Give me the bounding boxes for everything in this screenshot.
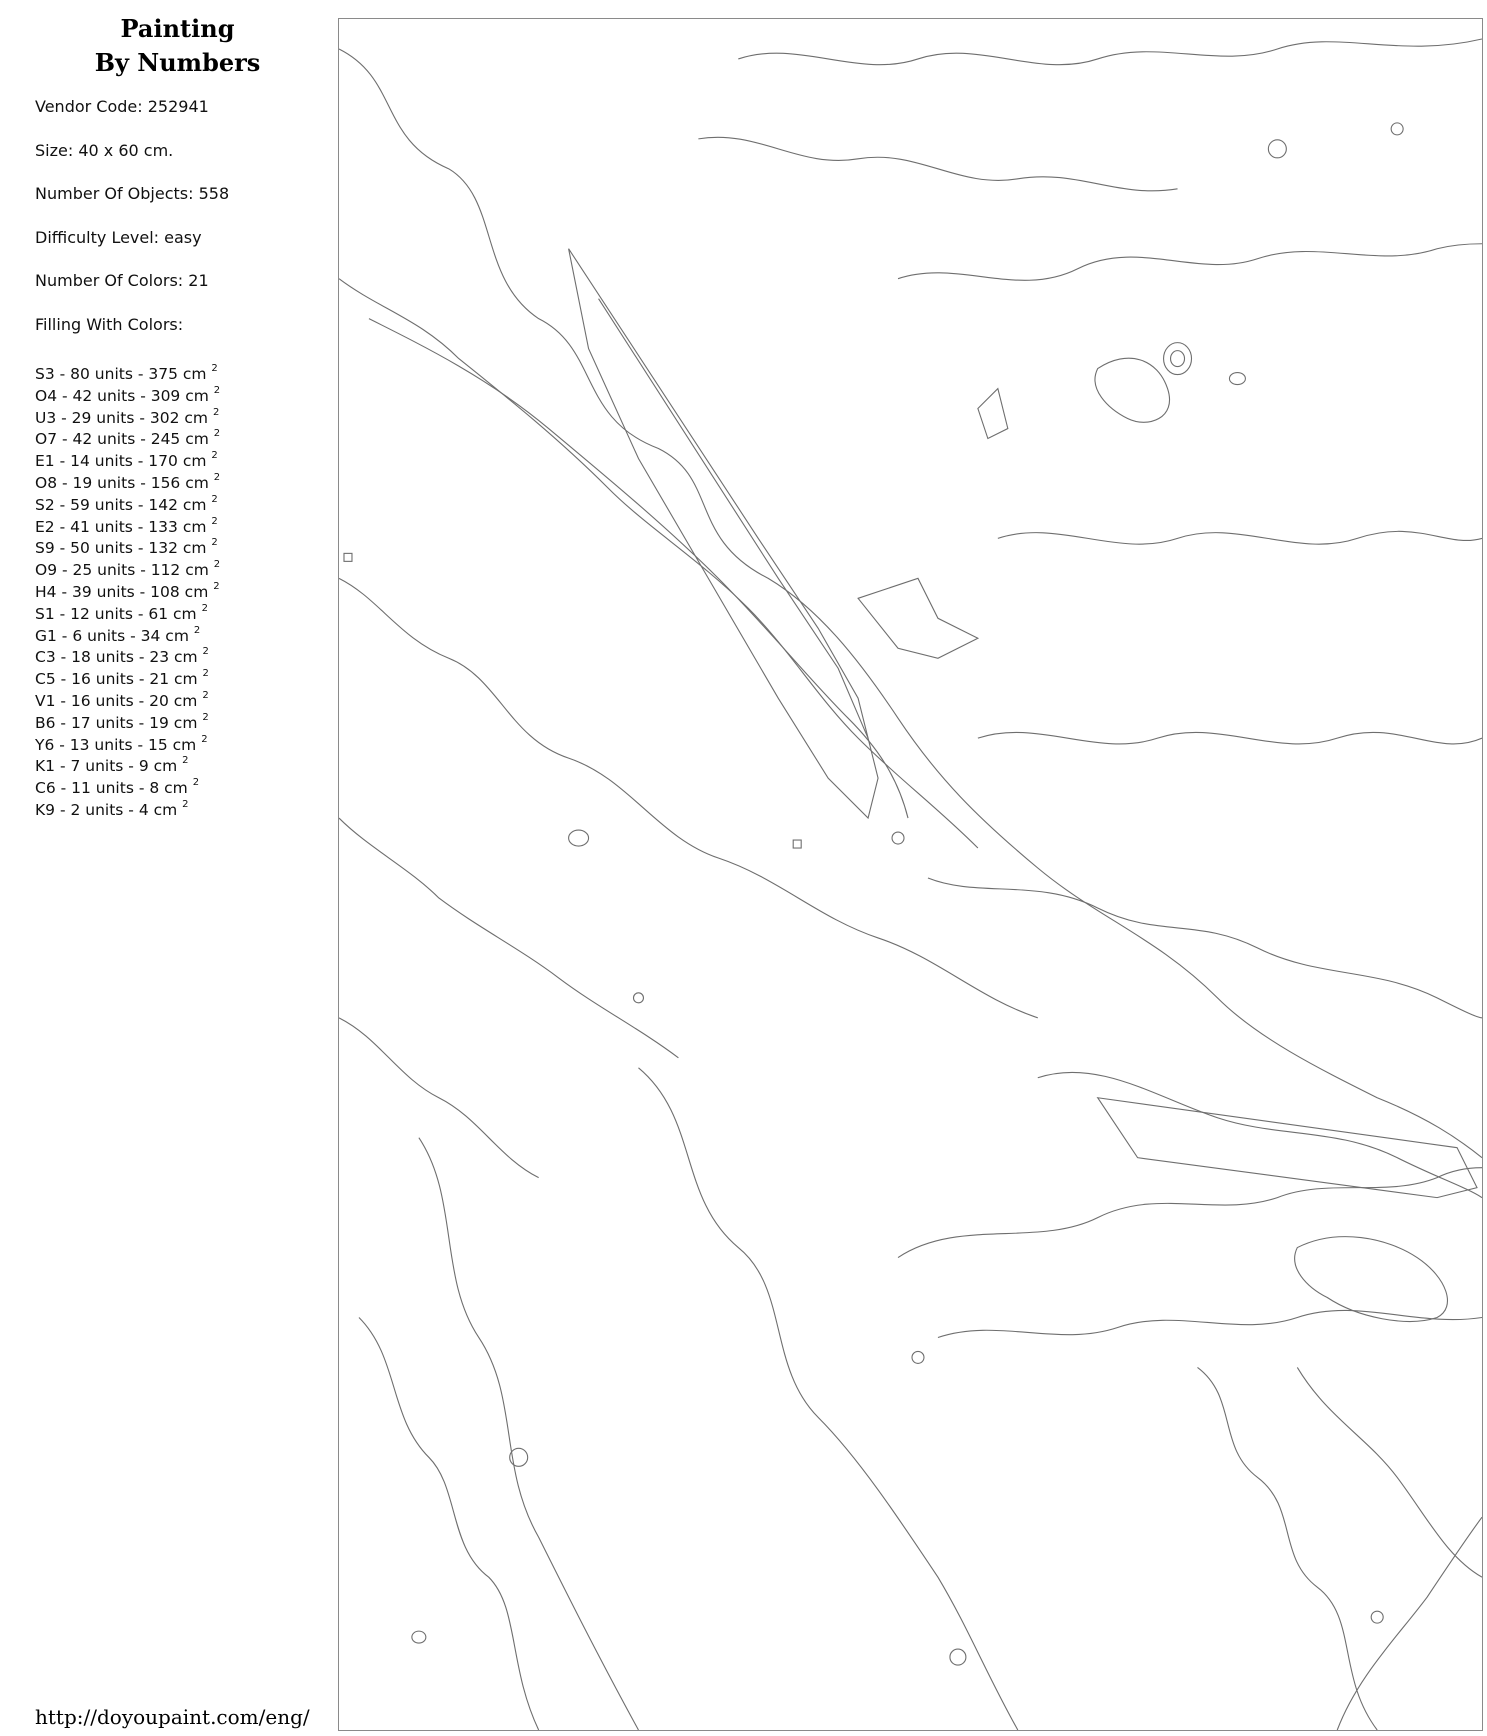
- contour-blob: [1391, 123, 1403, 135]
- color-item: [35, 492, 220, 514]
- outline-drawing: [339, 19, 1482, 1730]
- contour-blob: [412, 1631, 426, 1643]
- color-item-unit-superscript: 2: [202, 711, 209, 723]
- color-item-text: C6 - 11 units - 8 cm: [35, 779, 188, 798]
- color-item-text: O9 - 25 units - 112 cm: [35, 561, 209, 580]
- contour-blob: [1164, 343, 1192, 375]
- difficulty-level: Difficulty Level: easy: [35, 227, 202, 247]
- contour-line: [599, 299, 869, 738]
- color-item-text: S9 - 50 units - 132 cm: [35, 539, 207, 558]
- color-item: [35, 666, 220, 688]
- color-item-unit-superscript: 2: [211, 450, 218, 462]
- color-item: [35, 644, 220, 666]
- contour-blob: [950, 1649, 966, 1665]
- color-item-text: E2 - 41 units - 133 cm: [35, 517, 207, 536]
- color-item: [35, 579, 220, 601]
- contour-line: [1095, 358, 1170, 422]
- color-item: [35, 383, 220, 405]
- color-item-unit-superscript: 2: [192, 777, 200, 789]
- color-item-text: C5 - 16 units - 21 cm: [35, 670, 198, 689]
- contour-line: [698, 137, 1177, 191]
- color-item: [35, 470, 220, 492]
- contour-line: [858, 578, 978, 658]
- color-item: [35, 405, 220, 427]
- color-item-unit-superscript: 2: [202, 646, 209, 658]
- color-item: [35, 448, 220, 470]
- contour-line: [1337, 1517, 1482, 1730]
- color-item: [35, 361, 220, 383]
- contour-line: [339, 578, 1038, 1017]
- contour-blob: [1268, 140, 1286, 158]
- color-item: [35, 688, 220, 710]
- color-item-text: K9 - 2 units - 4 cm: [35, 801, 178, 820]
- color-item: [35, 557, 220, 579]
- color-item-text: U3 - 29 units - 302 cm: [35, 408, 208, 427]
- color-item-text: B6 - 17 units - 19 cm: [35, 713, 198, 732]
- color-item-unit-superscript: 2: [201, 602, 208, 614]
- color-item-text: S1 - 12 units - 61 cm: [35, 604, 197, 623]
- contour-line: [1297, 1367, 1482, 1577]
- vendor-code: Vendor Code: 252941: [35, 97, 209, 116]
- contour-line: [419, 1138, 639, 1730]
- contour-line: [638, 1068, 1017, 1730]
- color-item-unit-superscript: 2: [193, 624, 201, 636]
- color-item-text: C3 - 18 units - 23 cm: [35, 648, 198, 667]
- color-item-text: Y6 - 13 units - 15 cm: [35, 735, 197, 754]
- color-item-unit-superscript: 2: [211, 493, 218, 505]
- contour-blob: [912, 1351, 924, 1363]
- contour-line: [978, 389, 1008, 439]
- contour-line: [339, 49, 1482, 1158]
- color-item-unit-superscript: 2: [213, 559, 221, 571]
- page-title-line-2: By Numbers: [94, 48, 261, 77]
- color-item: [35, 753, 220, 775]
- color-item: [35, 514, 220, 536]
- website-link[interactable]: http://doyoupaint.com/eng/: [35, 1705, 310, 1729]
- color-item-text: O7 - 42 units - 245 cm: [35, 430, 209, 449]
- color-item: [35, 535, 220, 557]
- contour-blob: [633, 993, 643, 1003]
- contour-line: [339, 1018, 539, 1178]
- filling-with-colors-label: Filling With Colors:: [35, 314, 184, 334]
- sidebar: [0, 0, 320, 1736]
- contour-line: [898, 1168, 1482, 1258]
- color-item-text: S3 - 80 units - 375 cm: [35, 365, 207, 384]
- color-list: [35, 361, 220, 819]
- color-item-text: K1 - 7 units - 9 cm: [35, 757, 178, 776]
- page-title-line-1: Painting: [120, 14, 235, 43]
- coloring-canvas: [338, 18, 1483, 1731]
- color-item: [35, 426, 220, 448]
- color-item-unit-superscript: 2: [212, 406, 220, 418]
- contour-line: [369, 319, 908, 818]
- contour-blob: [1371, 1611, 1383, 1623]
- color-item-unit-superscript: 2: [182, 755, 189, 767]
- color-item-unit-superscript: 2: [211, 363, 218, 374]
- number-of-colors: Number Of Colors: 21: [35, 271, 209, 290]
- color-item-text: V1 - 16 units - 20 cm: [35, 692, 198, 711]
- color-item: [35, 797, 220, 819]
- contour-blob: [1229, 373, 1245, 385]
- color-item-text: H4 - 39 units - 108 cm: [35, 583, 209, 602]
- color-item-unit-superscript: 2: [202, 689, 209, 701]
- contour-line: [359, 1317, 539, 1730]
- color-item: [35, 601, 220, 623]
- contour-blob: [892, 832, 904, 844]
- contour-line: [898, 244, 1482, 281]
- color-item-unit-superscript: 2: [211, 515, 218, 527]
- color-item-unit-superscript: 2: [211, 537, 218, 549]
- color-item-text: E1 - 14 units - 170 cm: [35, 452, 207, 471]
- contour-square: [344, 553, 352, 561]
- contour-line: [1038, 1072, 1482, 1197]
- contour-line: [1295, 1237, 1448, 1322]
- color-item: [35, 623, 220, 645]
- color-item: [35, 710, 220, 732]
- color-item: [35, 775, 220, 797]
- color-item-unit-superscript: 2: [213, 428, 221, 440]
- color-item-text: O4 - 42 units - 309 cm: [35, 386, 209, 405]
- info-block: [35, 98, 229, 359]
- color-item-unit-superscript: 2: [201, 733, 208, 745]
- contour-blob: [1171, 351, 1185, 367]
- contour-line: [978, 732, 1482, 744]
- contour-line: [339, 818, 678, 1058]
- contour-line: [569, 249, 878, 818]
- contour-line: [998, 531, 1482, 544]
- number-of-objects: Number Of Objects: 558: [35, 184, 230, 203]
- color-item-unit-superscript: 2: [182, 798, 189, 810]
- contour-line: [339, 279, 978, 848]
- contour-square: [793, 840, 801, 848]
- contour-line: [938, 1310, 1482, 1337]
- color-item-unit-superscript: 2: [213, 580, 220, 592]
- color-item-unit-superscript: 2: [213, 471, 221, 483]
- color-item-unit-superscript: 2: [202, 668, 209, 680]
- contour-blob: [569, 830, 589, 846]
- color-item-text: O8 - 19 units - 156 cm: [35, 474, 209, 493]
- contour-line: [928, 878, 1482, 1018]
- color-item: [35, 732, 220, 754]
- size: Size: 40 x 60 cm.: [35, 140, 174, 160]
- color-item-unit-superscript: 2: [213, 384, 221, 396]
- contour-line: [1197, 1367, 1377, 1730]
- color-item-text: G1 - 6 units - 34 cm: [35, 626, 189, 645]
- color-item-text: S2 - 59 units - 142 cm: [35, 495, 207, 514]
- contour-line: [738, 39, 1482, 65]
